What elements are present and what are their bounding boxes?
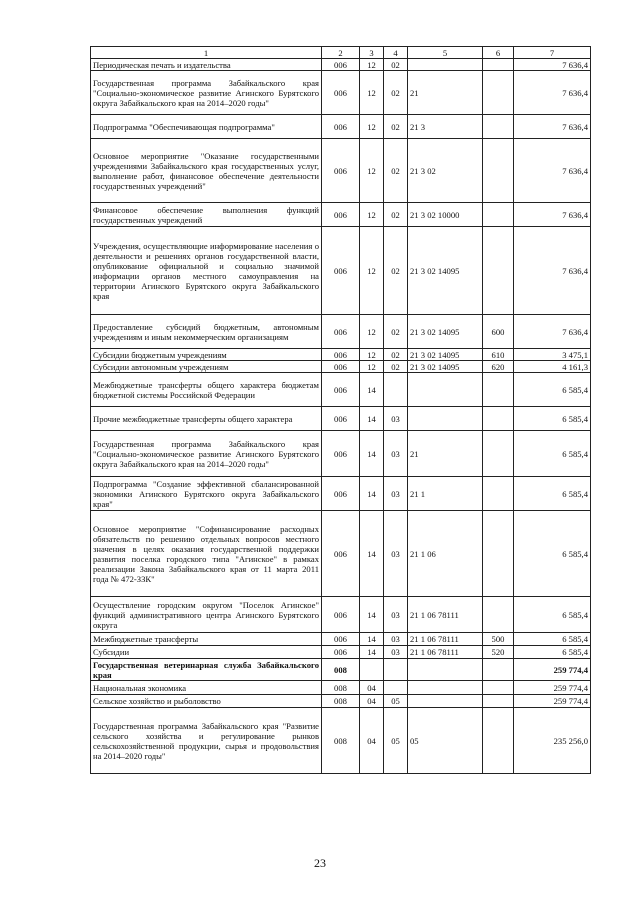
row-subsection: 02 (384, 203, 408, 227)
row-target-article: 21 3 02 (408, 139, 483, 203)
row-amount: 6 585,4 (514, 597, 591, 633)
row-section: 12 (360, 59, 384, 71)
table-row (91, 511, 591, 597)
row-section: 12 (360, 71, 384, 115)
row-section: 14 (360, 477, 384, 511)
row-subsection: 03 (384, 597, 408, 633)
row-target-article: 21 3 02 14095 (408, 361, 483, 373)
table-row (91, 227, 591, 315)
row-section: 12 (360, 139, 384, 203)
row-target-article (408, 407, 483, 431)
row-admin-code: 006 (322, 361, 360, 373)
row-target-article (408, 695, 483, 708)
row-admin-code: 006 (322, 633, 360, 646)
row-expense-type: 520 (483, 646, 514, 659)
table-row (91, 139, 591, 203)
row-name: Прочие межбюджетные трансферты общего характера (91, 407, 322, 431)
row-target-article: 21 1 06 78111 (408, 597, 483, 633)
row-amount: 7 636,4 (514, 71, 591, 115)
row-expense-type: 500 (483, 633, 514, 646)
row-expense-type (483, 431, 514, 477)
table-row (91, 203, 591, 227)
row-admin-code: 006 (322, 227, 360, 315)
row-amount: 259 774,4 (514, 659, 591, 681)
table-row (91, 315, 591, 349)
row-admin-code: 006 (322, 349, 360, 361)
row-expense-type (483, 708, 514, 774)
row-name: Финансовое обеспечение выполнения функций государственных учреждений (91, 203, 322, 227)
row-expense-type (483, 511, 514, 597)
row-name: Субсидии бюджетным учреждениям (91, 349, 322, 361)
row-expense-type (483, 373, 514, 407)
header-cell: 7 (514, 47, 591, 59)
row-section: 14 (360, 633, 384, 646)
row-expense-type (483, 227, 514, 315)
row-amount: 6 585,4 (514, 477, 591, 511)
row-target-article: 21 1 06 (408, 511, 483, 597)
row-section: 04 (360, 681, 384, 695)
row-subsection: 03 (384, 431, 408, 477)
row-section: 14 (360, 597, 384, 633)
header-row (91, 47, 591, 59)
row-amount: 4 161,3 (514, 361, 591, 373)
row-target-article: 21 3 02 14095 (408, 349, 483, 361)
row-amount: 235 256,0 (514, 708, 591, 774)
row-amount: 6 585,4 (514, 646, 591, 659)
row-section: 04 (360, 695, 384, 708)
row-amount: 259 774,4 (514, 681, 591, 695)
row-section: 12 (360, 361, 384, 373)
table-row (91, 349, 591, 361)
header-cell: 3 (360, 47, 384, 59)
row-amount: 7 636,4 (514, 203, 591, 227)
row-subsection: 02 (384, 315, 408, 349)
row-section: 12 (360, 315, 384, 349)
table-row (91, 477, 591, 511)
row-target-article: 21 1 06 78111 (408, 646, 483, 659)
row-expense-type (483, 597, 514, 633)
row-section: 04 (360, 708, 384, 774)
row-expense-type (483, 477, 514, 511)
row-name: Субсидии (91, 646, 322, 659)
row-subsection: 05 (384, 708, 408, 774)
row-admin-code: 008 (322, 681, 360, 695)
row-target-article: 21 3 02 14095 (408, 315, 483, 349)
table-row (91, 708, 591, 774)
table-row (91, 59, 591, 71)
row-subsection: 02 (384, 139, 408, 203)
row-name: Осуществление городским округом "Поселок Агинское" функций административного центра Агинского Бурятского округа (91, 597, 322, 633)
row-section: 12 (360, 349, 384, 361)
row-admin-code: 006 (322, 407, 360, 431)
row-expense-type: 600 (483, 315, 514, 349)
row-subsection: 02 (384, 59, 408, 71)
row-amount: 6 585,4 (514, 373, 591, 407)
row-expense-type (483, 203, 514, 227)
row-name: Национальная экономика (91, 681, 322, 695)
header-cell: 6 (483, 47, 514, 59)
row-subsection: 02 (384, 227, 408, 315)
row-section: 14 (360, 407, 384, 431)
table-row (91, 115, 591, 139)
table-row (91, 431, 591, 477)
row-expense-type (483, 681, 514, 695)
row-subsection: 03 (384, 633, 408, 646)
row-amount: 6 585,4 (514, 407, 591, 431)
row-expense-type: 620 (483, 361, 514, 373)
row-target-article: 21 3 02 10000 (408, 203, 483, 227)
row-subsection (384, 373, 408, 407)
row-amount: 3 475,1 (514, 349, 591, 361)
row-admin-code: 006 (322, 373, 360, 407)
row-name: Субсидии автономным учреждениям (91, 361, 322, 373)
row-admin-code: 006 (322, 59, 360, 71)
row-subsection (384, 659, 408, 681)
row-name: Основное мероприятие "Оказание государственными учреждениями Забайкальского края государственных услуг, выполнение работ, финансовое обеспечение деятельности государственных учреждений" (91, 139, 322, 203)
row-expense-type (483, 59, 514, 71)
row-target-article: 21 1 06 78111 (408, 633, 483, 646)
row-expense-type (483, 659, 514, 681)
row-amount: 7 636,4 (514, 115, 591, 139)
table-row (91, 659, 591, 681)
row-name: Периодическая печать и издательства (91, 59, 322, 71)
row-name: Подпрограмма "Обеспечивающая подпрограмма" (91, 115, 322, 139)
row-subsection: 03 (384, 511, 408, 597)
row-subsection: 02 (384, 349, 408, 361)
row-name: Межбюджетные трансферты общего характера бюджетам бюджетной системы Российской Федерации (91, 373, 322, 407)
row-subsection (384, 681, 408, 695)
row-target-article (408, 659, 483, 681)
table-row (91, 695, 591, 708)
header-cell: 1 (91, 47, 322, 59)
row-admin-code: 006 (322, 646, 360, 659)
header-cell: 5 (408, 47, 483, 59)
table-row (91, 373, 591, 407)
row-admin-code: 006 (322, 477, 360, 511)
row-name: Предоставление субсидий бюджетным, автономным учреждениям и иным некоммерческим организациям (91, 315, 322, 349)
table-row (91, 597, 591, 633)
row-subsection: 02 (384, 361, 408, 373)
row-admin-code: 006 (322, 115, 360, 139)
row-target-article (408, 681, 483, 695)
row-section: 12 (360, 115, 384, 139)
row-admin-code: 008 (322, 708, 360, 774)
row-expense-type: 610 (483, 349, 514, 361)
row-name: Государственная ветеринарная служба Забайкальского края (91, 659, 322, 681)
row-amount: 7 636,4 (514, 139, 591, 203)
table-row (91, 633, 591, 646)
row-subsection: 05 (384, 695, 408, 708)
row-subsection: 02 (384, 71, 408, 115)
row-expense-type (483, 139, 514, 203)
row-expense-type (483, 115, 514, 139)
row-target-article (408, 59, 483, 71)
row-name: Сельское хозяйство и рыболовство (91, 695, 322, 708)
row-section: 12 (360, 227, 384, 315)
row-expense-type (483, 407, 514, 431)
table-row (91, 681, 591, 695)
row-subsection: 02 (384, 115, 408, 139)
row-subsection: 03 (384, 407, 408, 431)
row-name: Государственная программа Забайкальского края "Социально-экономическое развитие Агинского Бурятского округа Забайкальского края на 2014–2020 годы" (91, 71, 322, 115)
row-target-article: 21 3 (408, 115, 483, 139)
row-expense-type (483, 695, 514, 708)
table-body (91, 47, 591, 774)
table-row (91, 361, 591, 373)
header-cell: 4 (384, 47, 408, 59)
table-row (91, 646, 591, 659)
row-amount: 7 636,4 (514, 315, 591, 349)
row-admin-code: 006 (322, 431, 360, 477)
row-admin-code: 006 (322, 597, 360, 633)
row-section: 14 (360, 431, 384, 477)
row-section: 14 (360, 373, 384, 407)
row-admin-code: 006 (322, 139, 360, 203)
row-target-article: 21 1 (408, 477, 483, 511)
row-subsection: 03 (384, 477, 408, 511)
row-target-article: 21 (408, 431, 483, 477)
table-row (91, 407, 591, 431)
row-expense-type (483, 71, 514, 115)
row-section: 12 (360, 203, 384, 227)
row-amount: 7 636,4 (514, 227, 591, 315)
row-amount: 6 585,4 (514, 431, 591, 477)
row-admin-code: 006 (322, 511, 360, 597)
row-name: Учреждения, осуществляющие информирование населения о деятельности и решениях органов государственной власти, опубликование официальной и социально значимой информации органов местного самоуправления на территории Агинского Бурятского округа Забайкальского края (91, 227, 322, 315)
row-admin-code: 006 (322, 203, 360, 227)
row-name: Государственная программа Забайкальского края "Социально-экономическое развитие Агинского Бурятского округа Забайкальского края на 2014–2020 годы" (91, 431, 322, 477)
row-name: Основное мероприятие "Софинансирование расходных обязательств по решению отдельных вопросов местного значения в целях оказания государственной поддержки развития поселка городского типа "Агинское" в рамках реализации Закона Забайкальского края от 11 марта 2011 года № 472-ЗЗК" (91, 511, 322, 597)
header-cell: 2 (322, 47, 360, 59)
row-target-article: 21 3 02 14095 (408, 227, 483, 315)
row-amount: 6 585,4 (514, 511, 591, 597)
row-amount: 6 585,4 (514, 633, 591, 646)
row-section (360, 659, 384, 681)
row-admin-code: 008 (322, 659, 360, 681)
table-row (91, 71, 591, 115)
page-number: 23 (314, 856, 326, 870)
row-amount: 7 636,4 (514, 59, 591, 71)
row-admin-code: 006 (322, 315, 360, 349)
row-name: Межбюджетные трансферты (91, 633, 322, 646)
row-section: 14 (360, 646, 384, 659)
row-target-article: 05 (408, 708, 483, 774)
row-target-article: 21 (408, 71, 483, 115)
row-section: 14 (360, 511, 384, 597)
row-subsection: 03 (384, 646, 408, 659)
row-name: Подпрограмма "Создание эффективной сбалансированной экономики Агинского Бурятского округа Забайкальского края" (91, 477, 322, 511)
row-name: Государственная программа Забайкальского края "Развитие сельского хозяйства и регулирование рынков сельскохозяйственной продукции, сырья и продовольствия на 2014–2020 годы" (91, 708, 322, 774)
budget-table (90, 46, 591, 774)
row-amount: 259 774,4 (514, 695, 591, 708)
row-admin-code: 006 (322, 71, 360, 115)
row-admin-code: 008 (322, 695, 360, 708)
row-target-article (408, 373, 483, 407)
